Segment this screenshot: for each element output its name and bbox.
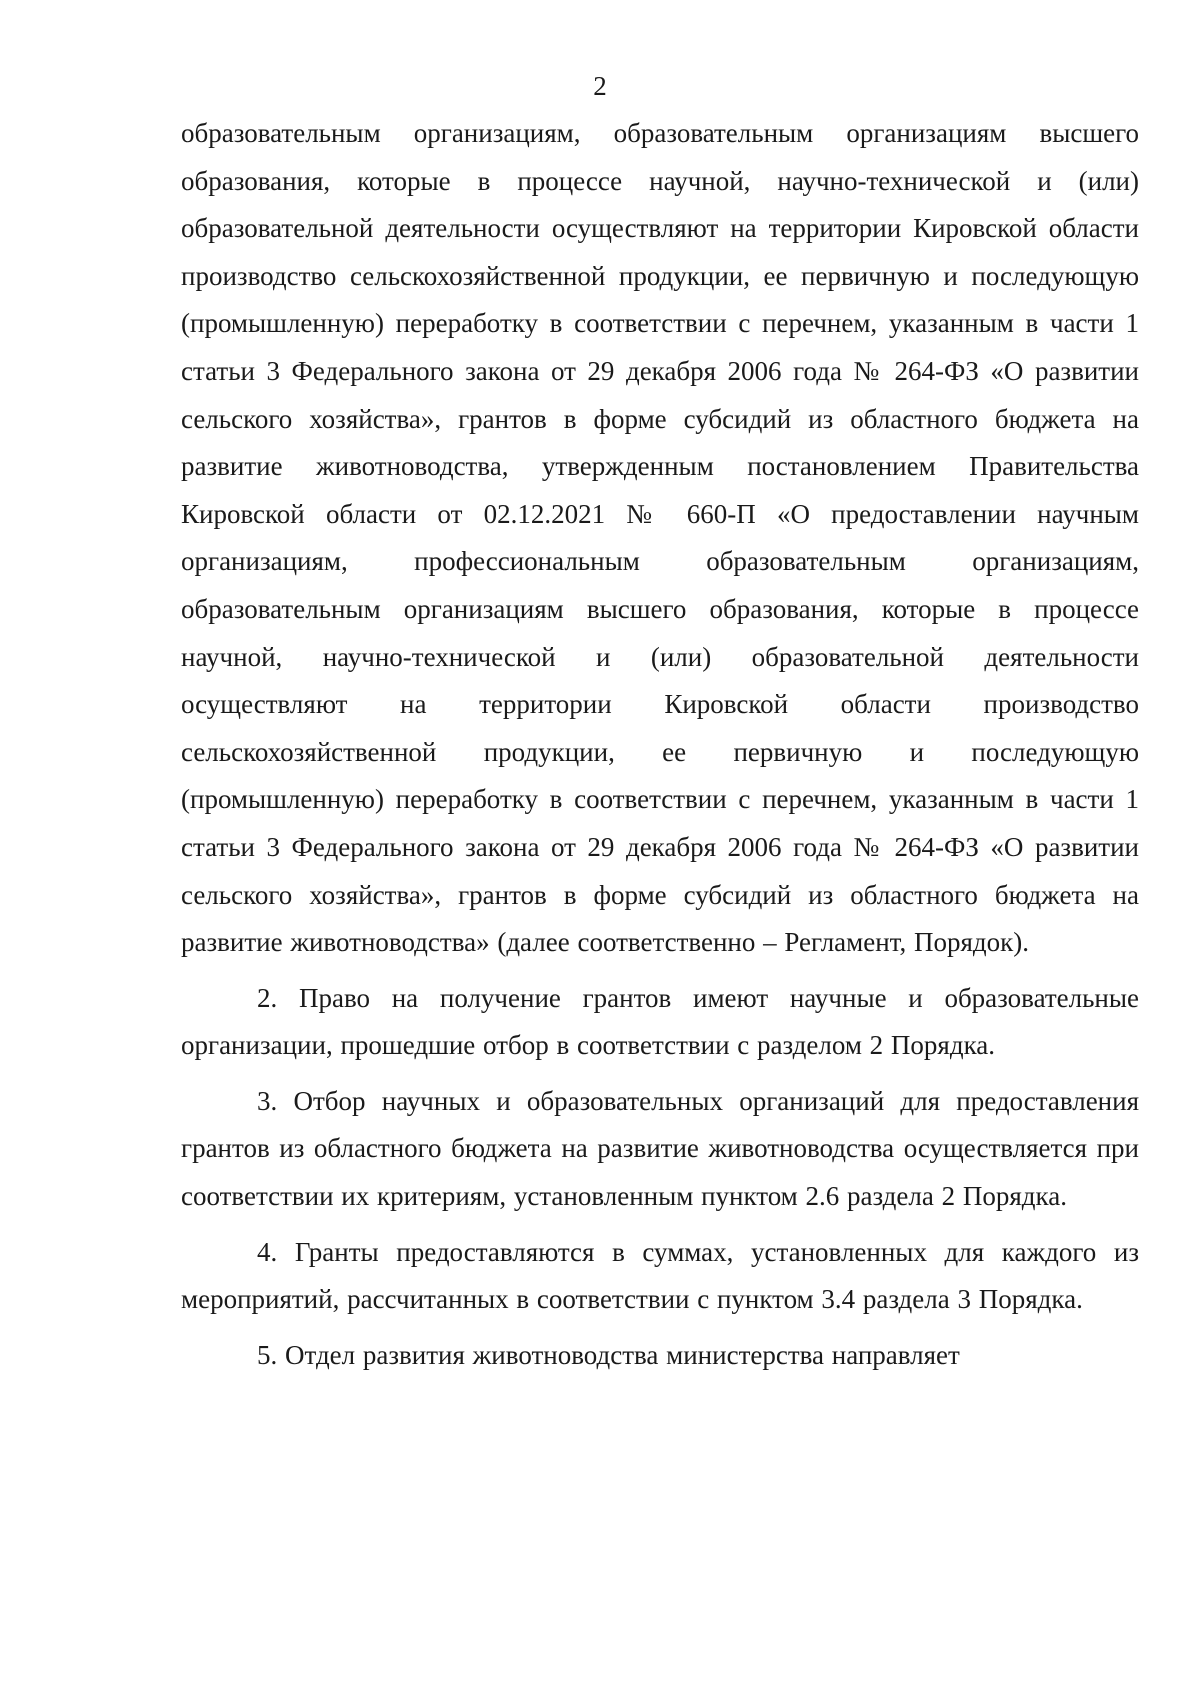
page-number: 2 [593,71,607,101]
paragraph-item-3: 3. Отбор научных и образовательных организаций для предоставления грантов из областного бюджета на развитие животноводства осуществляется при соответствии их критериям, установленным пунктом 2.6 раздела 2 Порядка. [181,1085,1139,1212]
paragraph-continuation: образовательным организациям, образовательным организациям высшего образования, которые в процессе научной, научно-технической и (или) образовательной деятельности осуществляют на территории Кировской области производство сельскохозяйственной продукции, ее первичную и последующую (промышленную) переработку в соответствии с перечнем, указанным в части 1 статьи 3 Федерального закона от 29 декабря 2006 года № 264-ФЗ «О развитии сельского хозяйства», грантов в форме субсидий из областного бюджета на развитие животноводства, утвержденным постановлением Правительства Кировской области от 02.12.2021 № 660-П «О предоставлении научным организациям, профессиональным образовательным организациям, образовательным организациям высшего образования, которые в процессе научной, научно-технической и (или) образовательной деятельности осуществляют на территории Кировской области производство сельскохозяйственной продукции, ее первичную и последующую (промышленную) переработку в соответствии с перечнем, указанным в части 1 статьи 3 Федерального закона от 29 декабря 2006 года № 264-ФЗ «О развитии сельского хозяйства», грантов в форме субсидий из областного бюджета на развитие животноводства» (далее соответственно – Регламент, Порядок). [181,118,1139,958]
paragraph-item-2: 2. Право на получение грантов имеют научные и образовательные организации, прошедшие отбор в соответствии с разделом 2 Порядка. [181,982,1139,1061]
paragraph-item-4: 4. Гранты предоставляются в суммах, установленных для каждого из мероприятий, рассчитанных в соответствии с пунктом 3.4 раздела 3 Порядка. [181,1236,1139,1315]
paragraph-item-5: 5. Отдел развития животноводства министерства направляет [257,1339,960,1370]
document-body [181,110,1139,1379]
